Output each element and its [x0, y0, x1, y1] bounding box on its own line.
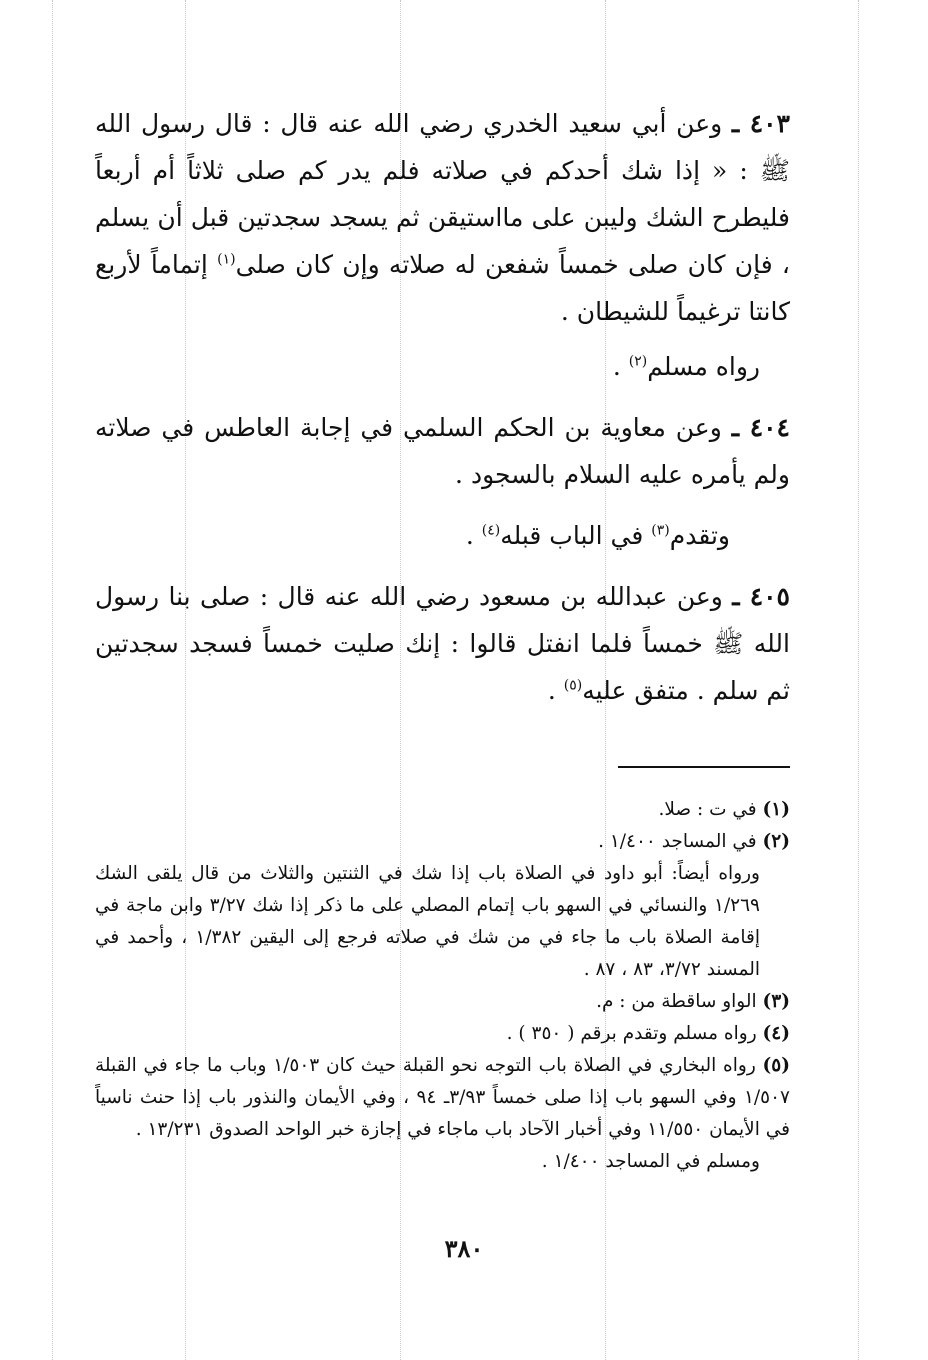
footnote-text: في المساجد ١/٤٠٠ .	[598, 831, 757, 852]
footnote-number: (٣)	[762, 991, 790, 1012]
page-body	[95, 100, 790, 1178]
hadith-text: وعن أبي سعيد الخدري رضي الله عنه قال : قال رسول الله ﷺ : « إذا شك أحدكم في صلاته فلم يدر كم صلى ثلاثاً أم أربعاً فليطرح الشك وليبن على مااستيقن ثم يسجد سجدتين قبل أن يسلم ، فإن كان صلى خمساً شفعن له صلاته وإن كان صلى	[95, 109, 790, 279]
hadith-text: وعن عبدالله بن مسعود رضي الله عنه قال : صلى بنا رسول الله ﷺ خمساً فلما انفتل قالوا : إنك صليت خمساً فسجد سجدتين ثم سلم . متفق عليه	[95, 582, 790, 705]
footnote-number: (١)	[762, 799, 790, 820]
footnote-5-continued: ومسلم في المساجد ١/٤٠٠ .	[541, 1151, 760, 1172]
page-number: ٣٨٠	[444, 1234, 484, 1263]
hadith-403	[95, 100, 790, 335]
footnote-text: الواو ساقطة من : م.	[596, 991, 757, 1012]
source-end: .	[612, 352, 629, 381]
footnote-ref: (١)	[217, 251, 236, 268]
footnote-rule-wrap	[95, 766, 790, 768]
source-text: رواه مسلم	[647, 352, 760, 381]
hadith-note	[95, 512, 790, 559]
footnote-separator	[618, 766, 790, 768]
footnote-3	[95, 986, 790, 1018]
hadith-404	[95, 404, 790, 498]
footnote-number: (٢)	[762, 831, 790, 852]
footnote-number: (٥)	[762, 1055, 790, 1076]
footnote-ref: (٣)	[651, 522, 670, 539]
hadith-number: ٤٠٤ ـ	[731, 413, 790, 442]
footnote-ref: (٥)	[563, 677, 583, 694]
footnote-4	[95, 1018, 790, 1050]
footnote-number: (٤)	[762, 1023, 790, 1044]
footnote-2	[95, 826, 790, 858]
hadith-text-end: إتماماً لأربع كانتا ترغيماً للشيطان .	[95, 250, 790, 326]
footnote-2-continued: ورواه أيضاً: أبو داود في الصلاة باب إذا شك في الثنتين والثلاث من قال يلقى الشك ١/٢٦٩ والنسائي في السهو باب إتمام المصلي على ما ذكر إذا شك ٣/٢٧ وابن ماجة في إقامة الصلاة باب ما جاء في من شك في صلاته فرجع إلى اليقين ١/٣٨٢ ، وأحمد في المسند ٣/٧٢، ٨٣ ، ٨٧ .	[95, 863, 760, 980]
note-mid: في الباب قبله	[500, 521, 652, 550]
hadith-number: ٤٠٥ ـ	[732, 582, 790, 611]
hadith-text: وعن معاوية بن الحكم السلمي في إجابة العاطس في صلاته ولم يأمره عليه السلام بالسجود .	[95, 413, 790, 489]
footnote-ref: (٤)	[481, 522, 501, 539]
hadith-text-end: .	[547, 676, 564, 705]
hadith-source	[95, 343, 790, 390]
note-text: وتقدم	[669, 521, 730, 550]
hadith-405	[95, 573, 790, 714]
footnote-text: في ت : صلا.	[658, 799, 757, 820]
guide-line	[858, 0, 859, 1360]
note-end: .	[465, 521, 482, 550]
footnote-ref: (٢)	[628, 353, 648, 370]
hadith-number: ٤٠٣ ـ	[731, 109, 790, 138]
footnote-text: رواه البخاري في الصلاة باب التوجه نحو القبلة حيث كان ١/٥٠٣ وباب ما جاء في القبلة ١/٥٠٧ وفي السهو باب إذا صلى خمساً ٣/٩٣ـ ٩٤ ، وفي الأيمان والنذور باب إذا حنث ناسياً في الأيمان ١١/٥٥٠ وفي أخبار الآحاد باب ماجاء في إجازة خبر الواحد الصدوق ١٣/٢٣١ .	[95, 1055, 790, 1140]
guide-line	[52, 0, 53, 1360]
footnote-text: رواه مسلم وتقدم برقم ( ٣٥٠ ) .	[506, 1023, 757, 1044]
footnote-1	[95, 794, 790, 826]
footnote-5	[95, 1050, 790, 1146]
